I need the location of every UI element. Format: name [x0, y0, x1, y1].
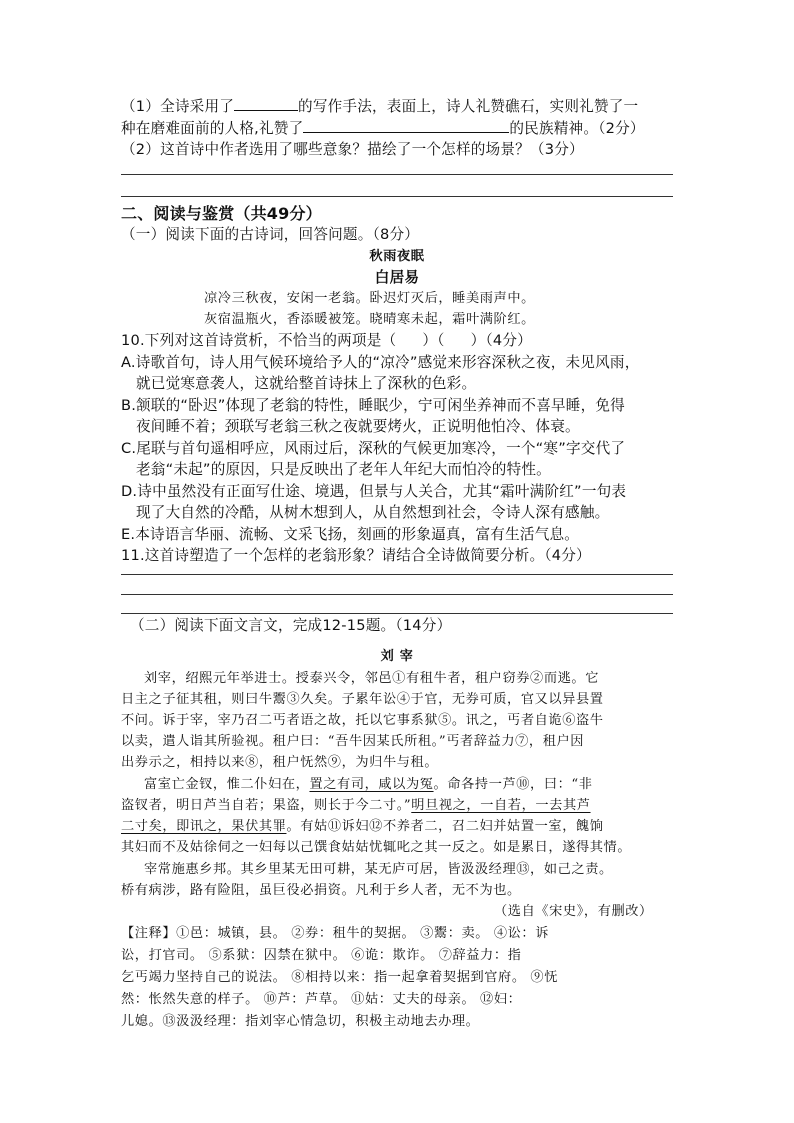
option-a-line: 就已觉寒意袭人，这就给整首诗抹上了深秋的色彩。 — [136, 375, 477, 392]
passage-line: 出券示之，相持以来⑧，租户怃然⑨，为归牛与租。 — [121, 755, 439, 770]
poem-line: 灰宿温瓶火，香添暖被笼。晓晴寒未起，霜叶满阶红。 — [204, 312, 535, 327]
annotation-line: 儿媳。⑬汲汲经理：指刘宰心情急切，积极主动地去办理。 — [121, 1014, 480, 1029]
poem-line: 凉冷三秋夜，安闲一老翁。卧迟灯灭后，睡美雨声中。 — [204, 291, 535, 306]
underlined-sentence: 明旦视之，一自若，一去其芦 — [411, 798, 591, 813]
q2-line: （2）这首诗中作者选用了哪些意象？描绘了一个怎样的场景？（3分） — [121, 141, 584, 158]
passage-line: 日主之子征其租，则曰牛鬻③久矣。子累年讼④于官，无券可质，官又以异县置 — [121, 692, 604, 707]
answer-blank-1[interactable] — [234, 96, 298, 111]
passage-line: 其妇而不及姑徐伺之一妇每以己馔食姑姑忧辄叱之其一反之。如是累日，遂得其情。 — [121, 840, 632, 855]
option-a-line: A.诗歌首句，诗人用气候环境给予人的“凉冷”感觉来形容深秋之夜，未见风雨， — [121, 354, 640, 371]
passage-line: 桥有病涉，路有险阻，虽巨役必捐资。凡利于乡人者，无不为也。 — [121, 883, 521, 898]
section-title: 二、阅读与鉴赏（共49分） — [121, 204, 322, 223]
poem-title: 秋雨夜眠 — [369, 249, 425, 264]
passage-line: 富室亡金钗，惟二仆妇在，置之有司，咸以为冤。命各持一芦⑩，曰：“非 — [144, 777, 593, 792]
part1-intro: （一）阅读下面的古诗词，回答问题。（8分） — [121, 226, 420, 243]
answer-blank-2[interactable] — [303, 118, 509, 133]
q1-line-2: 种在磨难面前的人格,礼赞了 的民族精神。（2分） — [121, 120, 645, 137]
part2-intro: （二）阅读下面文言文，完成12-15题。（14分） — [130, 617, 452, 634]
passage-title: 刘 宰 — [380, 649, 414, 664]
answer-line[interactable] — [121, 613, 673, 614]
option-d-line: D.诗中虽然没有正面写仕途、境遇，但景与人关合，尤其“霜叶满阶红”一句表 — [121, 483, 627, 500]
passage-line: 宰常施惠乡邦。其乡里某无田可耕，某无庐可居，皆汲汲经理⑬，如己之责。 — [144, 862, 613, 877]
q11-stem: 11.这首诗塑造了一个怎样的老翁形象？请结合全诗做简要分析。（4分） — [121, 547, 591, 564]
answer-line[interactable] — [121, 594, 673, 595]
underlined-sentence: 二寸矣，即讯之，果伏其罪 — [121, 819, 287, 834]
passage-line: 盗钗者，明日芦当自若；果盗，则长于今二寸。”明旦视之，一自若，一去其芦 — [121, 798, 591, 813]
underlined-sentence: 置之有司，咸以为冤 — [309, 777, 434, 792]
annotation-line: 【注释】①邑：城镇，县。 ②券：租牛的契据。 ③鬻：卖。 ④讼：诉 — [121, 926, 549, 941]
option-c-line: 老翁“未起”的原因，只是反映出了老年人年纪大而怕冷的特性。 — [136, 461, 551, 478]
annotation-line: 讼，打官司。 ⑤系狱：囚禁在狱中。 ⑥诡：欺诈。 ⑦辞益力：指 — [121, 948, 522, 963]
option-e-line: E.本诗语言华丽、流畅、文采飞扬，刻画的形象逼真，富有生活气息。 — [121, 526, 580, 543]
option-c-line: C.尾联与首句遥相呼应，风雨过后，深秋的气候更加寒冷，一个“寒”字交代了 — [121, 440, 626, 457]
answer-line[interactable] — [121, 174, 673, 175]
passage-source: （选自《宋史》，有删改） — [494, 904, 653, 919]
q1-line-1: （1）全诗采用了 的写作手法，表面上，诗人礼赞礁石，实则礼赞了一 — [121, 98, 639, 115]
option-b-line: B.颔联的“卧迟”体现了老翁的特性，睡眠少，宁可闲坐养神而不喜早睡，免得 — [121, 397, 625, 414]
passage-line: 不问。诉于宰，宰乃召二丐者语之故，托以它事系狱⑤。讯之，丐者自诡⑥盗牛 — [121, 713, 604, 728]
option-b-line: 夜间睡不着；颈联写老翁三秋之夜就要烤火，正说明他怕冷、体衰。 — [136, 418, 580, 435]
answer-line[interactable] — [121, 196, 673, 197]
q10-stem: 10.下列对这首诗赏析，不恰当的两项是（ ）（ ）（4分） — [121, 332, 532, 349]
poem-author: 白居易 — [374, 269, 420, 286]
passage-line: 二寸矣，即讯之，果伏其罪。有姑⑪诉妇⑫不养者二，召二妇并姑置一室，餽饷 — [121, 819, 604, 834]
answer-line[interactable] — [121, 574, 673, 575]
annotation-line: 然：怅然失意的样子。 ⑩芦：芦草。 ⑪姑：丈夫的母亲。 ⑫妇： — [121, 992, 522, 1007]
annotation-line: 乞丐竭力坚持自己的说法。 ⑧相持以来：指一起拿着契据到官府。 ⑨怃 — [121, 970, 558, 985]
option-d-line: 现了大自然的冷酷，从树木想到人，从自然想到社会，令诗人深有感触。 — [136, 504, 610, 521]
passage-line: 刘宰，绍熙元年举进士。授泰兴令，邻邑①有租牛者，租户窃券②而逃。它 — [144, 671, 599, 686]
passage-line: 以卖，遣人诣其所验视。租户曰：“吾牛因某氏所租。”丐者辞益力⑦，租户因 — [121, 734, 585, 749]
